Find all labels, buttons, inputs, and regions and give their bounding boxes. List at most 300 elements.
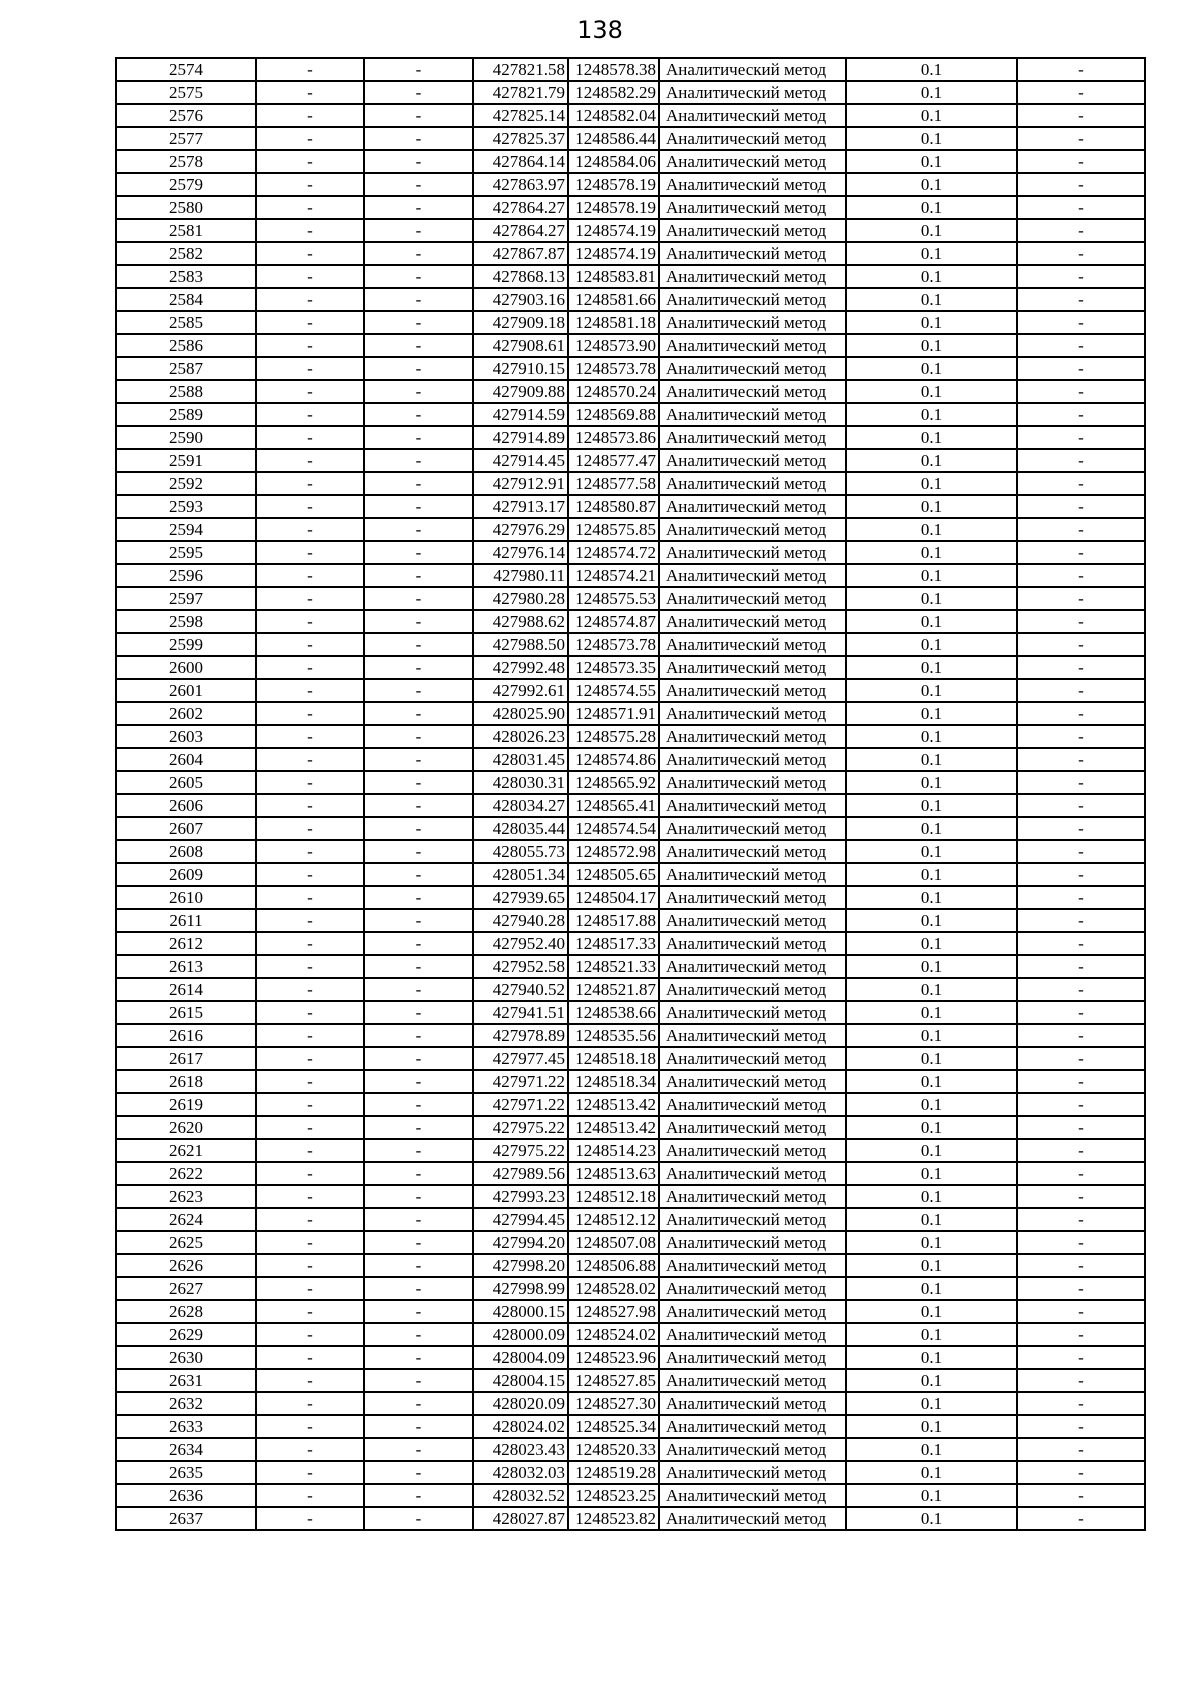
y-coordinate-cell: 1248521.33 xyxy=(568,955,659,978)
table-row xyxy=(116,1208,1145,1231)
y-coordinate-cell: 1248573.78 xyxy=(568,633,659,656)
x-coordinate-cell: 427941.51 xyxy=(473,1001,568,1024)
table-row xyxy=(116,1392,1145,1415)
y-coordinate-cell: 1248513.63 xyxy=(568,1162,659,1185)
x-coordinate-cell: 427914.59 xyxy=(473,403,568,426)
old-x-cell: - xyxy=(256,104,364,127)
method-cell: Аналитический метод xyxy=(659,311,846,334)
method-cell: Аналитический метод xyxy=(659,955,846,978)
description-cell: - xyxy=(1017,1323,1145,1346)
x-coordinate-cell: 427993.23 xyxy=(473,1185,568,1208)
method-cell: Аналитический метод xyxy=(659,1139,846,1162)
description-cell: - xyxy=(1017,1300,1145,1323)
method-cell: Аналитический метод xyxy=(659,1116,846,1139)
point-number-cell: 2596 xyxy=(116,564,256,587)
method-cell: Аналитический метод xyxy=(659,472,846,495)
point-number-cell: 2615 xyxy=(116,1001,256,1024)
accuracy-cell: 0.1 xyxy=(846,1507,1017,1530)
table-row xyxy=(116,1277,1145,1300)
table-row xyxy=(116,863,1145,886)
y-coordinate-cell: 1248580.87 xyxy=(568,495,659,518)
x-coordinate-cell: 427992.61 xyxy=(473,679,568,702)
y-coordinate-cell: 1248513.42 xyxy=(568,1093,659,1116)
description-cell: - xyxy=(1017,679,1145,702)
method-cell: Аналитический метод xyxy=(659,518,846,541)
x-coordinate-cell: 428024.02 xyxy=(473,1415,568,1438)
method-cell: Аналитический метод xyxy=(659,1392,846,1415)
old-y-cell: - xyxy=(364,932,473,955)
table-row xyxy=(116,955,1145,978)
point-number-cell: 2600 xyxy=(116,656,256,679)
x-coordinate-cell: 427980.28 xyxy=(473,587,568,610)
method-cell: Аналитический метод xyxy=(659,725,846,748)
point-number-cell: 2627 xyxy=(116,1277,256,1300)
point-number-cell: 2613 xyxy=(116,955,256,978)
accuracy-cell: 0.1 xyxy=(846,541,1017,564)
point-number-cell: 2612 xyxy=(116,932,256,955)
method-cell: Аналитический метод xyxy=(659,633,846,656)
y-coordinate-cell: 1248538.66 xyxy=(568,1001,659,1024)
accuracy-cell: 0.1 xyxy=(846,794,1017,817)
point-number-cell: 2632 xyxy=(116,1392,256,1415)
old-y-cell: - xyxy=(364,1208,473,1231)
old-y-cell: - xyxy=(364,403,473,426)
old-y-cell: - xyxy=(364,311,473,334)
accuracy-cell: 0.1 xyxy=(846,1254,1017,1277)
description-cell: - xyxy=(1017,1438,1145,1461)
x-coordinate-cell: 427863.97 xyxy=(473,173,568,196)
old-y-cell: - xyxy=(364,794,473,817)
point-number-cell: 2575 xyxy=(116,81,256,104)
accuracy-cell: 0.1 xyxy=(846,863,1017,886)
accuracy-cell: 0.1 xyxy=(846,426,1017,449)
method-cell: Аналитический метод xyxy=(659,150,846,173)
accuracy-cell: 0.1 xyxy=(846,909,1017,932)
old-y-cell: - xyxy=(364,1300,473,1323)
accuracy-cell: 0.1 xyxy=(846,1047,1017,1070)
x-coordinate-cell: 427976.29 xyxy=(473,518,568,541)
old-x-cell: - xyxy=(256,679,364,702)
old-y-cell: - xyxy=(364,1254,473,1277)
old-x-cell: - xyxy=(256,909,364,932)
table-row xyxy=(116,748,1145,771)
y-coordinate-cell: 1248523.96 xyxy=(568,1346,659,1369)
x-coordinate-cell: 427952.58 xyxy=(473,955,568,978)
x-coordinate-cell: 427998.20 xyxy=(473,1254,568,1277)
accuracy-cell: 0.1 xyxy=(846,840,1017,863)
description-cell: - xyxy=(1017,932,1145,955)
old-x-cell: - xyxy=(256,1300,364,1323)
point-number-cell: 2629 xyxy=(116,1323,256,1346)
old-y-cell: - xyxy=(364,518,473,541)
x-coordinate-cell: 427940.52 xyxy=(473,978,568,1001)
old-y-cell: - xyxy=(364,265,473,288)
table-row xyxy=(116,1093,1145,1116)
x-coordinate-cell: 427868.13 xyxy=(473,265,568,288)
method-cell: Аналитический метод xyxy=(659,380,846,403)
table-row xyxy=(116,1484,1145,1507)
y-coordinate-cell: 1248507.08 xyxy=(568,1231,659,1254)
old-y-cell: - xyxy=(364,449,473,472)
point-number-cell: 2581 xyxy=(116,219,256,242)
old-y-cell: - xyxy=(364,495,473,518)
old-y-cell: - xyxy=(364,357,473,380)
method-cell: Аналитический метод xyxy=(659,334,846,357)
old-y-cell: - xyxy=(364,173,473,196)
description-cell: - xyxy=(1017,1001,1145,1024)
method-cell: Аналитический метод xyxy=(659,449,846,472)
old-y-cell: - xyxy=(364,1346,473,1369)
point-number-cell: 2623 xyxy=(116,1185,256,1208)
y-coordinate-cell: 1248525.34 xyxy=(568,1415,659,1438)
point-number-cell: 2616 xyxy=(116,1024,256,1047)
method-cell: Аналитический метод xyxy=(659,748,846,771)
x-coordinate-cell: 427864.27 xyxy=(473,219,568,242)
old-x-cell: - xyxy=(256,610,364,633)
accuracy-cell: 0.1 xyxy=(846,1139,1017,1162)
x-coordinate-cell: 428027.87 xyxy=(473,1507,568,1530)
description-cell: - xyxy=(1017,541,1145,564)
point-number-cell: 2578 xyxy=(116,150,256,173)
table-row xyxy=(116,1461,1145,1484)
old-x-cell: - xyxy=(256,495,364,518)
table-row xyxy=(116,104,1145,127)
description-cell: - xyxy=(1017,1185,1145,1208)
old-x-cell: - xyxy=(256,196,364,219)
description-cell: - xyxy=(1017,403,1145,426)
old-y-cell: - xyxy=(364,1415,473,1438)
old-x-cell: - xyxy=(256,886,364,909)
table-row xyxy=(116,196,1145,219)
description-cell: - xyxy=(1017,886,1145,909)
accuracy-cell: 0.1 xyxy=(846,150,1017,173)
point-number-cell: 2603 xyxy=(116,725,256,748)
description-cell: - xyxy=(1017,656,1145,679)
x-coordinate-cell: 427975.22 xyxy=(473,1116,568,1139)
method-cell: Аналитический метод xyxy=(659,587,846,610)
table-row xyxy=(116,1001,1145,1024)
x-coordinate-cell: 427971.22 xyxy=(473,1070,568,1093)
y-coordinate-cell: 1248524.02 xyxy=(568,1323,659,1346)
point-number-cell: 2593 xyxy=(116,495,256,518)
table-row xyxy=(116,58,1145,81)
coordinates-table xyxy=(115,57,1146,1531)
old-y-cell: - xyxy=(364,771,473,794)
x-coordinate-cell: 428032.03 xyxy=(473,1461,568,1484)
accuracy-cell: 0.1 xyxy=(846,955,1017,978)
y-coordinate-cell: 1248513.42 xyxy=(568,1116,659,1139)
y-coordinate-cell: 1248517.33 xyxy=(568,932,659,955)
x-coordinate-cell: 428004.15 xyxy=(473,1369,568,1392)
point-number-cell: 2586 xyxy=(116,334,256,357)
y-coordinate-cell: 1248575.53 xyxy=(568,587,659,610)
old-x-cell: - xyxy=(256,656,364,679)
old-x-cell: - xyxy=(256,357,364,380)
old-x-cell: - xyxy=(256,518,364,541)
accuracy-cell: 0.1 xyxy=(846,1116,1017,1139)
y-coordinate-cell: 1248571.91 xyxy=(568,702,659,725)
old-y-cell: - xyxy=(364,886,473,909)
y-coordinate-cell: 1248521.87 xyxy=(568,978,659,1001)
old-x-cell: - xyxy=(256,1047,364,1070)
method-cell: Аналитический метод xyxy=(659,1461,846,1484)
x-coordinate-cell: 427980.11 xyxy=(473,564,568,587)
y-coordinate-cell: 1248523.25 xyxy=(568,1484,659,1507)
description-cell: - xyxy=(1017,1093,1145,1116)
accuracy-cell: 0.1 xyxy=(846,1415,1017,1438)
x-coordinate-cell: 427976.14 xyxy=(473,541,568,564)
table-row xyxy=(116,840,1145,863)
y-coordinate-cell: 1248528.02 xyxy=(568,1277,659,1300)
accuracy-cell: 0.1 xyxy=(846,633,1017,656)
description-cell: - xyxy=(1017,1116,1145,1139)
accuracy-cell: 0.1 xyxy=(846,518,1017,541)
table-row xyxy=(116,1116,1145,1139)
old-y-cell: - xyxy=(364,610,473,633)
accuracy-cell: 0.1 xyxy=(846,564,1017,587)
table-row xyxy=(116,725,1145,748)
method-cell: Аналитический метод xyxy=(659,196,846,219)
y-coordinate-cell: 1248584.06 xyxy=(568,150,659,173)
y-coordinate-cell: 1248518.34 xyxy=(568,1070,659,1093)
point-number-cell: 2619 xyxy=(116,1093,256,1116)
y-coordinate-cell: 1248569.88 xyxy=(568,403,659,426)
table-row xyxy=(116,541,1145,564)
x-coordinate-cell: 427992.48 xyxy=(473,656,568,679)
description-cell: - xyxy=(1017,863,1145,886)
old-x-cell: - xyxy=(256,288,364,311)
description-cell: - xyxy=(1017,1024,1145,1047)
old-x-cell: - xyxy=(256,932,364,955)
description-cell: - xyxy=(1017,1461,1145,1484)
method-cell: Аналитический метод xyxy=(659,1438,846,1461)
accuracy-cell: 0.1 xyxy=(846,702,1017,725)
y-coordinate-cell: 1248582.04 xyxy=(568,104,659,127)
x-coordinate-cell: 427940.28 xyxy=(473,909,568,932)
point-number-cell: 2607 xyxy=(116,817,256,840)
table-row xyxy=(116,242,1145,265)
old-y-cell: - xyxy=(364,1461,473,1484)
old-y-cell: - xyxy=(364,725,473,748)
description-cell: - xyxy=(1017,564,1145,587)
point-number-cell: 2631 xyxy=(116,1369,256,1392)
x-coordinate-cell: 427978.89 xyxy=(473,1024,568,1047)
y-coordinate-cell: 1248523.82 xyxy=(568,1507,659,1530)
point-number-cell: 2605 xyxy=(116,771,256,794)
method-cell: Аналитический метод xyxy=(659,127,846,150)
y-coordinate-cell: 1248506.88 xyxy=(568,1254,659,1277)
old-y-cell: - xyxy=(364,748,473,771)
x-coordinate-cell: 427994.45 xyxy=(473,1208,568,1231)
x-coordinate-cell: 427994.20 xyxy=(473,1231,568,1254)
x-coordinate-cell: 427903.16 xyxy=(473,288,568,311)
point-number-cell: 2598 xyxy=(116,610,256,633)
point-number-cell: 2574 xyxy=(116,58,256,81)
old-y-cell: - xyxy=(364,1047,473,1070)
x-coordinate-cell: 427913.17 xyxy=(473,495,568,518)
y-coordinate-cell: 1248577.58 xyxy=(568,472,659,495)
old-x-cell: - xyxy=(256,472,364,495)
old-y-cell: - xyxy=(364,127,473,150)
description-cell: - xyxy=(1017,1162,1145,1185)
x-coordinate-cell: 427864.27 xyxy=(473,196,568,219)
description-cell: - xyxy=(1017,242,1145,265)
method-cell: Аналитический метод xyxy=(659,173,846,196)
description-cell: - xyxy=(1017,817,1145,840)
old-x-cell: - xyxy=(256,1093,364,1116)
y-coordinate-cell: 1248575.28 xyxy=(568,725,659,748)
description-cell: - xyxy=(1017,1231,1145,1254)
table-row xyxy=(116,1415,1145,1438)
accuracy-cell: 0.1 xyxy=(846,587,1017,610)
table-row xyxy=(116,265,1145,288)
description-cell: - xyxy=(1017,1346,1145,1369)
description-cell: - xyxy=(1017,58,1145,81)
point-number-cell: 2636 xyxy=(116,1484,256,1507)
y-coordinate-cell: 1248574.21 xyxy=(568,564,659,587)
table-row xyxy=(116,1300,1145,1323)
description-cell: - xyxy=(1017,1047,1145,1070)
x-coordinate-cell: 427909.88 xyxy=(473,380,568,403)
old-x-cell: - xyxy=(256,1461,364,1484)
old-x-cell: - xyxy=(256,1185,364,1208)
point-number-cell: 2624 xyxy=(116,1208,256,1231)
x-coordinate-cell: 428031.45 xyxy=(473,748,568,771)
method-cell: Аналитический метод xyxy=(659,702,846,725)
method-cell: Аналитический метод xyxy=(659,403,846,426)
y-coordinate-cell: 1248505.65 xyxy=(568,863,659,886)
table-row xyxy=(116,173,1145,196)
method-cell: Аналитический метод xyxy=(659,104,846,127)
table-row xyxy=(116,518,1145,541)
old-x-cell: - xyxy=(256,1162,364,1185)
old-x-cell: - xyxy=(256,1070,364,1093)
old-x-cell: - xyxy=(256,1507,364,1530)
description-cell: - xyxy=(1017,81,1145,104)
description-cell: - xyxy=(1017,1254,1145,1277)
point-number-cell: 2580 xyxy=(116,196,256,219)
method-cell: Аналитический метод xyxy=(659,1346,846,1369)
x-coordinate-cell: 428025.90 xyxy=(473,702,568,725)
x-coordinate-cell: 427989.56 xyxy=(473,1162,568,1185)
y-coordinate-cell: 1248527.98 xyxy=(568,1300,659,1323)
old-x-cell: - xyxy=(256,127,364,150)
table-row xyxy=(116,1231,1145,1254)
table-row xyxy=(116,909,1145,932)
accuracy-cell: 0.1 xyxy=(846,656,1017,679)
method-cell: Аналитический метод xyxy=(659,978,846,1001)
old-y-cell: - xyxy=(364,334,473,357)
accuracy-cell: 0.1 xyxy=(846,1323,1017,1346)
accuracy-cell: 0.1 xyxy=(846,1070,1017,1093)
table-row xyxy=(116,794,1145,817)
method-cell: Аналитический метод xyxy=(659,357,846,380)
old-y-cell: - xyxy=(364,472,473,495)
table-row xyxy=(116,1369,1145,1392)
old-y-cell: - xyxy=(364,978,473,1001)
point-number-cell: 2633 xyxy=(116,1415,256,1438)
description-cell: - xyxy=(1017,357,1145,380)
table-body xyxy=(116,58,1145,1530)
y-coordinate-cell: 1248527.85 xyxy=(568,1369,659,1392)
y-coordinate-cell: 1248565.41 xyxy=(568,794,659,817)
description-cell: - xyxy=(1017,1507,1145,1530)
y-coordinate-cell: 1248583.81 xyxy=(568,265,659,288)
y-coordinate-cell: 1248520.33 xyxy=(568,1438,659,1461)
old-y-cell: - xyxy=(364,633,473,656)
table-row xyxy=(116,1047,1145,1070)
point-number-cell: 2579 xyxy=(116,173,256,196)
method-cell: Аналитический метод xyxy=(659,656,846,679)
old-x-cell: - xyxy=(256,1277,364,1300)
description-cell: - xyxy=(1017,748,1145,771)
point-number-cell: 2590 xyxy=(116,426,256,449)
y-coordinate-cell: 1248582.29 xyxy=(568,81,659,104)
accuracy-cell: 0.1 xyxy=(846,288,1017,311)
accuracy-cell: 0.1 xyxy=(846,173,1017,196)
y-coordinate-cell: 1248512.18 xyxy=(568,1185,659,1208)
description-cell: - xyxy=(1017,219,1145,242)
method-cell: Аналитический метод xyxy=(659,1507,846,1530)
table-row xyxy=(116,472,1145,495)
old-y-cell: - xyxy=(364,955,473,978)
old-x-cell: - xyxy=(256,1024,364,1047)
y-coordinate-cell: 1248574.87 xyxy=(568,610,659,633)
old-y-cell: - xyxy=(364,1162,473,1185)
table-row xyxy=(116,403,1145,426)
method-cell: Аналитический метод xyxy=(659,81,846,104)
old-y-cell: - xyxy=(364,679,473,702)
x-coordinate-cell: 428004.09 xyxy=(473,1346,568,1369)
old-x-cell: - xyxy=(256,978,364,1001)
description-cell: - xyxy=(1017,909,1145,932)
old-x-cell: - xyxy=(256,173,364,196)
x-coordinate-cell: 427908.61 xyxy=(473,334,568,357)
point-number-cell: 2617 xyxy=(116,1047,256,1070)
old-x-cell: - xyxy=(256,564,364,587)
old-x-cell: - xyxy=(256,311,364,334)
method-cell: Аналитический метод xyxy=(659,1415,846,1438)
point-number-cell: 2611 xyxy=(116,909,256,932)
y-coordinate-cell: 1248518.18 xyxy=(568,1047,659,1070)
y-coordinate-cell: 1248573.90 xyxy=(568,334,659,357)
accuracy-cell: 0.1 xyxy=(846,1024,1017,1047)
table-row xyxy=(116,886,1145,909)
point-number-cell: 2610 xyxy=(116,886,256,909)
x-coordinate-cell: 428034.27 xyxy=(473,794,568,817)
old-y-cell: - xyxy=(364,380,473,403)
accuracy-cell: 0.1 xyxy=(846,725,1017,748)
old-x-cell: - xyxy=(256,449,364,472)
old-x-cell: - xyxy=(256,426,364,449)
description-cell: - xyxy=(1017,1070,1145,1093)
table-row xyxy=(116,357,1145,380)
page-number: 138 xyxy=(577,16,623,44)
point-number-cell: 2594 xyxy=(116,518,256,541)
accuracy-cell: 0.1 xyxy=(846,1392,1017,1415)
y-coordinate-cell: 1248504.17 xyxy=(568,886,659,909)
description-cell: - xyxy=(1017,1208,1145,1231)
y-coordinate-cell: 1248574.54 xyxy=(568,817,659,840)
old-x-cell: - xyxy=(256,1369,364,1392)
x-coordinate-cell: 427864.14 xyxy=(473,150,568,173)
old-y-cell: - xyxy=(364,817,473,840)
old-x-cell: - xyxy=(256,403,364,426)
y-coordinate-cell: 1248574.19 xyxy=(568,242,659,265)
table-row xyxy=(116,1139,1145,1162)
description-cell: - xyxy=(1017,173,1145,196)
point-number-cell: 2584 xyxy=(116,288,256,311)
